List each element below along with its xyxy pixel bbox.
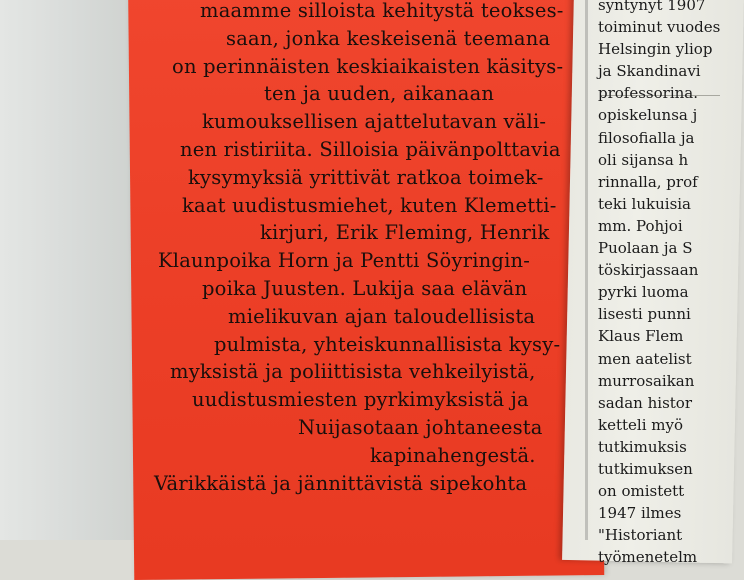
text-line: opiskelunsa j	[598, 106, 698, 125]
text-line: myksistä ja poliittisista vehkeilyistä,	[170, 360, 536, 384]
text-line: töskirjassaan	[598, 261, 699, 280]
text-line: nen ristiriita. Silloisia päivänpolttavia	[180, 137, 561, 161]
text-line: kaat uudistusmiehet, kuten Klemetti-	[182, 193, 557, 217]
text-line: Helsingin yliop	[598, 40, 713, 59]
text-line: 1947 ilmes	[598, 504, 682, 523]
text-line: rinnalla, prof	[598, 172, 698, 191]
text-line: uudistusmiesten pyrkimyksistä ja	[192, 388, 529, 412]
text-line: ja Skandinavi	[598, 62, 701, 81]
text-line: murrosaikan	[598, 371, 695, 390]
text-line: Nuijasotaan johtaneesta	[298, 415, 543, 439]
text-line: ketteli myö	[598, 415, 683, 434]
background-surface	[0, 0, 135, 540]
text-line: on omistett	[598, 482, 685, 501]
white-page-text	[598, 0, 728, 568]
text-line: teki lukuisia	[598, 194, 692, 213]
text-line: professorina.	[598, 84, 698, 103]
text-line: "Historiant	[598, 526, 683, 545]
red-cover-text	[148, 0, 564, 497]
text-line: on perinnäisten keskiaikaisten käsitys-	[172, 54, 564, 78]
text-line: kapinahengestä.	[370, 443, 536, 467]
text-line: mm. Pohjoi	[598, 216, 683, 235]
text-line: mielikuvan ajan taloudellisista	[228, 304, 536, 328]
text-line: Klaunpoika Horn ja Pentti Söyringin-	[158, 249, 531, 273]
text-line: sadan histor	[598, 393, 692, 412]
text-line: Klaus Flem	[598, 327, 684, 346]
text-line: kumouksellisen ajattelutavan väli-	[202, 110, 547, 134]
text-line: tutkimuksis	[598, 437, 687, 456]
text-line: ten ja uuden, aikanaan	[264, 82, 495, 106]
text-line: lisesti punni	[598, 305, 691, 324]
text-line: filosofialla ja	[598, 128, 695, 147]
text-line: kysymyksiä yrittivät ratkoa toimek-	[188, 165, 544, 189]
text-line: kirjuri, Erik Fleming, Henrik	[260, 221, 550, 245]
text-line: saan, jonka keskeisenä teemana	[226, 26, 551, 50]
text-line: työmenetelm	[598, 548, 698, 567]
page-edge-shadow	[585, 0, 588, 540]
text-line: Puolaan ja S	[598, 239, 693, 258]
text-line: syntynyt 1907	[598, 0, 706, 14]
text-line: oli sijansa h	[598, 150, 689, 169]
text-line: Värikkäistä ja jännittävistä sipekohta	[154, 471, 528, 495]
text-line: poika Juusten. Lukija saa elävän	[202, 276, 528, 300]
text-line: pyrki luoma	[598, 283, 689, 302]
text-line: maamme silloista kehitystä teokses-	[200, 0, 564, 22]
text-line: toiminut vuodes	[598, 18, 721, 37]
text-line: tutkimuksen	[598, 459, 693, 478]
text-line: men aatelist	[598, 349, 692, 368]
text-line: pulmista, yhteiskunnallisista kysy-	[214, 332, 561, 356]
